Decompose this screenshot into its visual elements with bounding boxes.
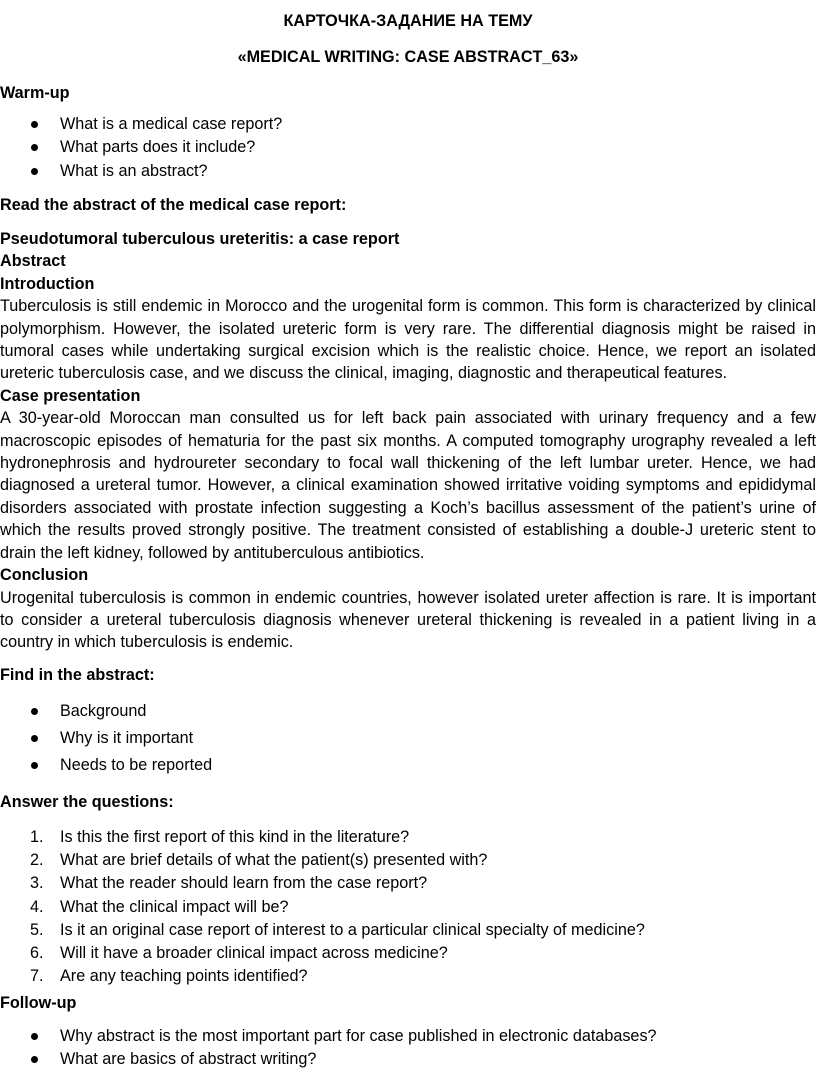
page-subtitle: «MEDICAL WRITING: CASE ABSTRACT_63» [237, 48, 579, 66]
find-heading: Find in the abstract: [0, 666, 155, 684]
conclusion-text: Urogenital tuberculosis is common in endemic countries, however isolated ureter affection is rare. It is important to consider a ureteral tuberculosis diagnosis whenever ureteral thickening is revealed in a patient living in a country in which tuberculosis is endemic. [0, 588, 816, 652]
list-item: What are basics of abstract writing? [0, 1048, 816, 1071]
list-item: 7. Are any teaching points identified? [30, 967, 308, 986]
bullet-icon [31, 1056, 38, 1063]
list-item: 5. Is it an original case report of interest to a particular clinical specialty of medicine? [30, 920, 645, 939]
bullet-icon [31, 735, 38, 742]
list-item: Needs to be reported [0, 754, 816, 781]
followup-list [0, 1025, 816, 1072]
bullet-icon [31, 168, 38, 175]
case-presentation-heading: Case presentation [0, 386, 141, 405]
bullet-icon [31, 762, 38, 769]
case-presentation-text: A 30-year-old Moroccan man consulted us for left back pain associated with urinary frequency and a few macroscopic episodes of hematuria for the past six months. A computed tomography urography revealed a left hydronephrosis and hydroureter secondary to focal wall thickening of the left lumbar ureter. Hence, we had diagnosed a ureteral tumor. However, a clinical examination showed irritative voiding symptoms and epididymal disorders associated with prostate infection suggesting a Koch’s bacillus assessment of the patient’s urine of which the results proved strongly positive. The treatment consisted of establishing a double-J ureteric stent to drain the left kidney, followed by antituberculous antibiotics. [0, 409, 816, 562]
conclusion-heading: Conclusion [0, 566, 89, 585]
list-item: 2. What are brief details of what the patient(s) presented with? [30, 851, 488, 870]
list-item: 6. Will it have a broader clinical impact across medicine? [30, 943, 448, 962]
list-item: 1. Is this the first report of this kind in the literature? [30, 828, 410, 846]
list-item: Background [0, 700, 816, 727]
introduction-heading: Introduction [0, 274, 95, 293]
questions-heading: Answer the questions: [0, 793, 174, 811]
warmup-heading: Warm-up [0, 84, 70, 102]
bullet-icon [31, 121, 38, 128]
warmup-list [0, 113, 816, 183]
list-item: Why is it important [0, 727, 816, 754]
article-abstract [0, 228, 816, 654]
questions-list [0, 826, 816, 988]
find-list [0, 700, 816, 780]
list-item: What is an abstract? [0, 160, 816, 183]
introduction-text: Tuberculosis is still endemic in Morocco and the urogenital form is common. This form is characterized by clinical polymorphism. However, the isolated ureteric form is very rare. The differential diagnosis might be raised in tumoral cases while undertaking surgical excision which is the realistic choice. Hence, we report an isolated ureteric tuberculosis case, and we discuss the clinical, imaging, diagnostic and therapeutical features. [0, 297, 816, 383]
list-item: What is a medical case report? [0, 113, 816, 136]
list-item: 4. What the clinical impact will be? [30, 897, 289, 916]
page-title: КАРТОЧКА-ЗАДАНИЕ НА ТЕМУ [283, 12, 533, 30]
list-item: What parts does it include? [0, 136, 816, 159]
list-item: Why abstract is the most important part for case published in electronic databases? [0, 1025, 816, 1048]
bullet-icon [31, 708, 38, 715]
bullet-icon [31, 1033, 38, 1040]
bullet-icon [31, 144, 38, 151]
followup-heading: Follow-up [0, 994, 77, 1012]
abstract-heading: Abstract [0, 252, 66, 271]
read-instruction: Read the abstract of the medical case report: [0, 196, 347, 214]
article-title: Pseudotumoral tuberculous ureteritis: a case report [0, 230, 400, 248]
list-item: 3. What the reader should learn from the case report? [30, 874, 428, 893]
